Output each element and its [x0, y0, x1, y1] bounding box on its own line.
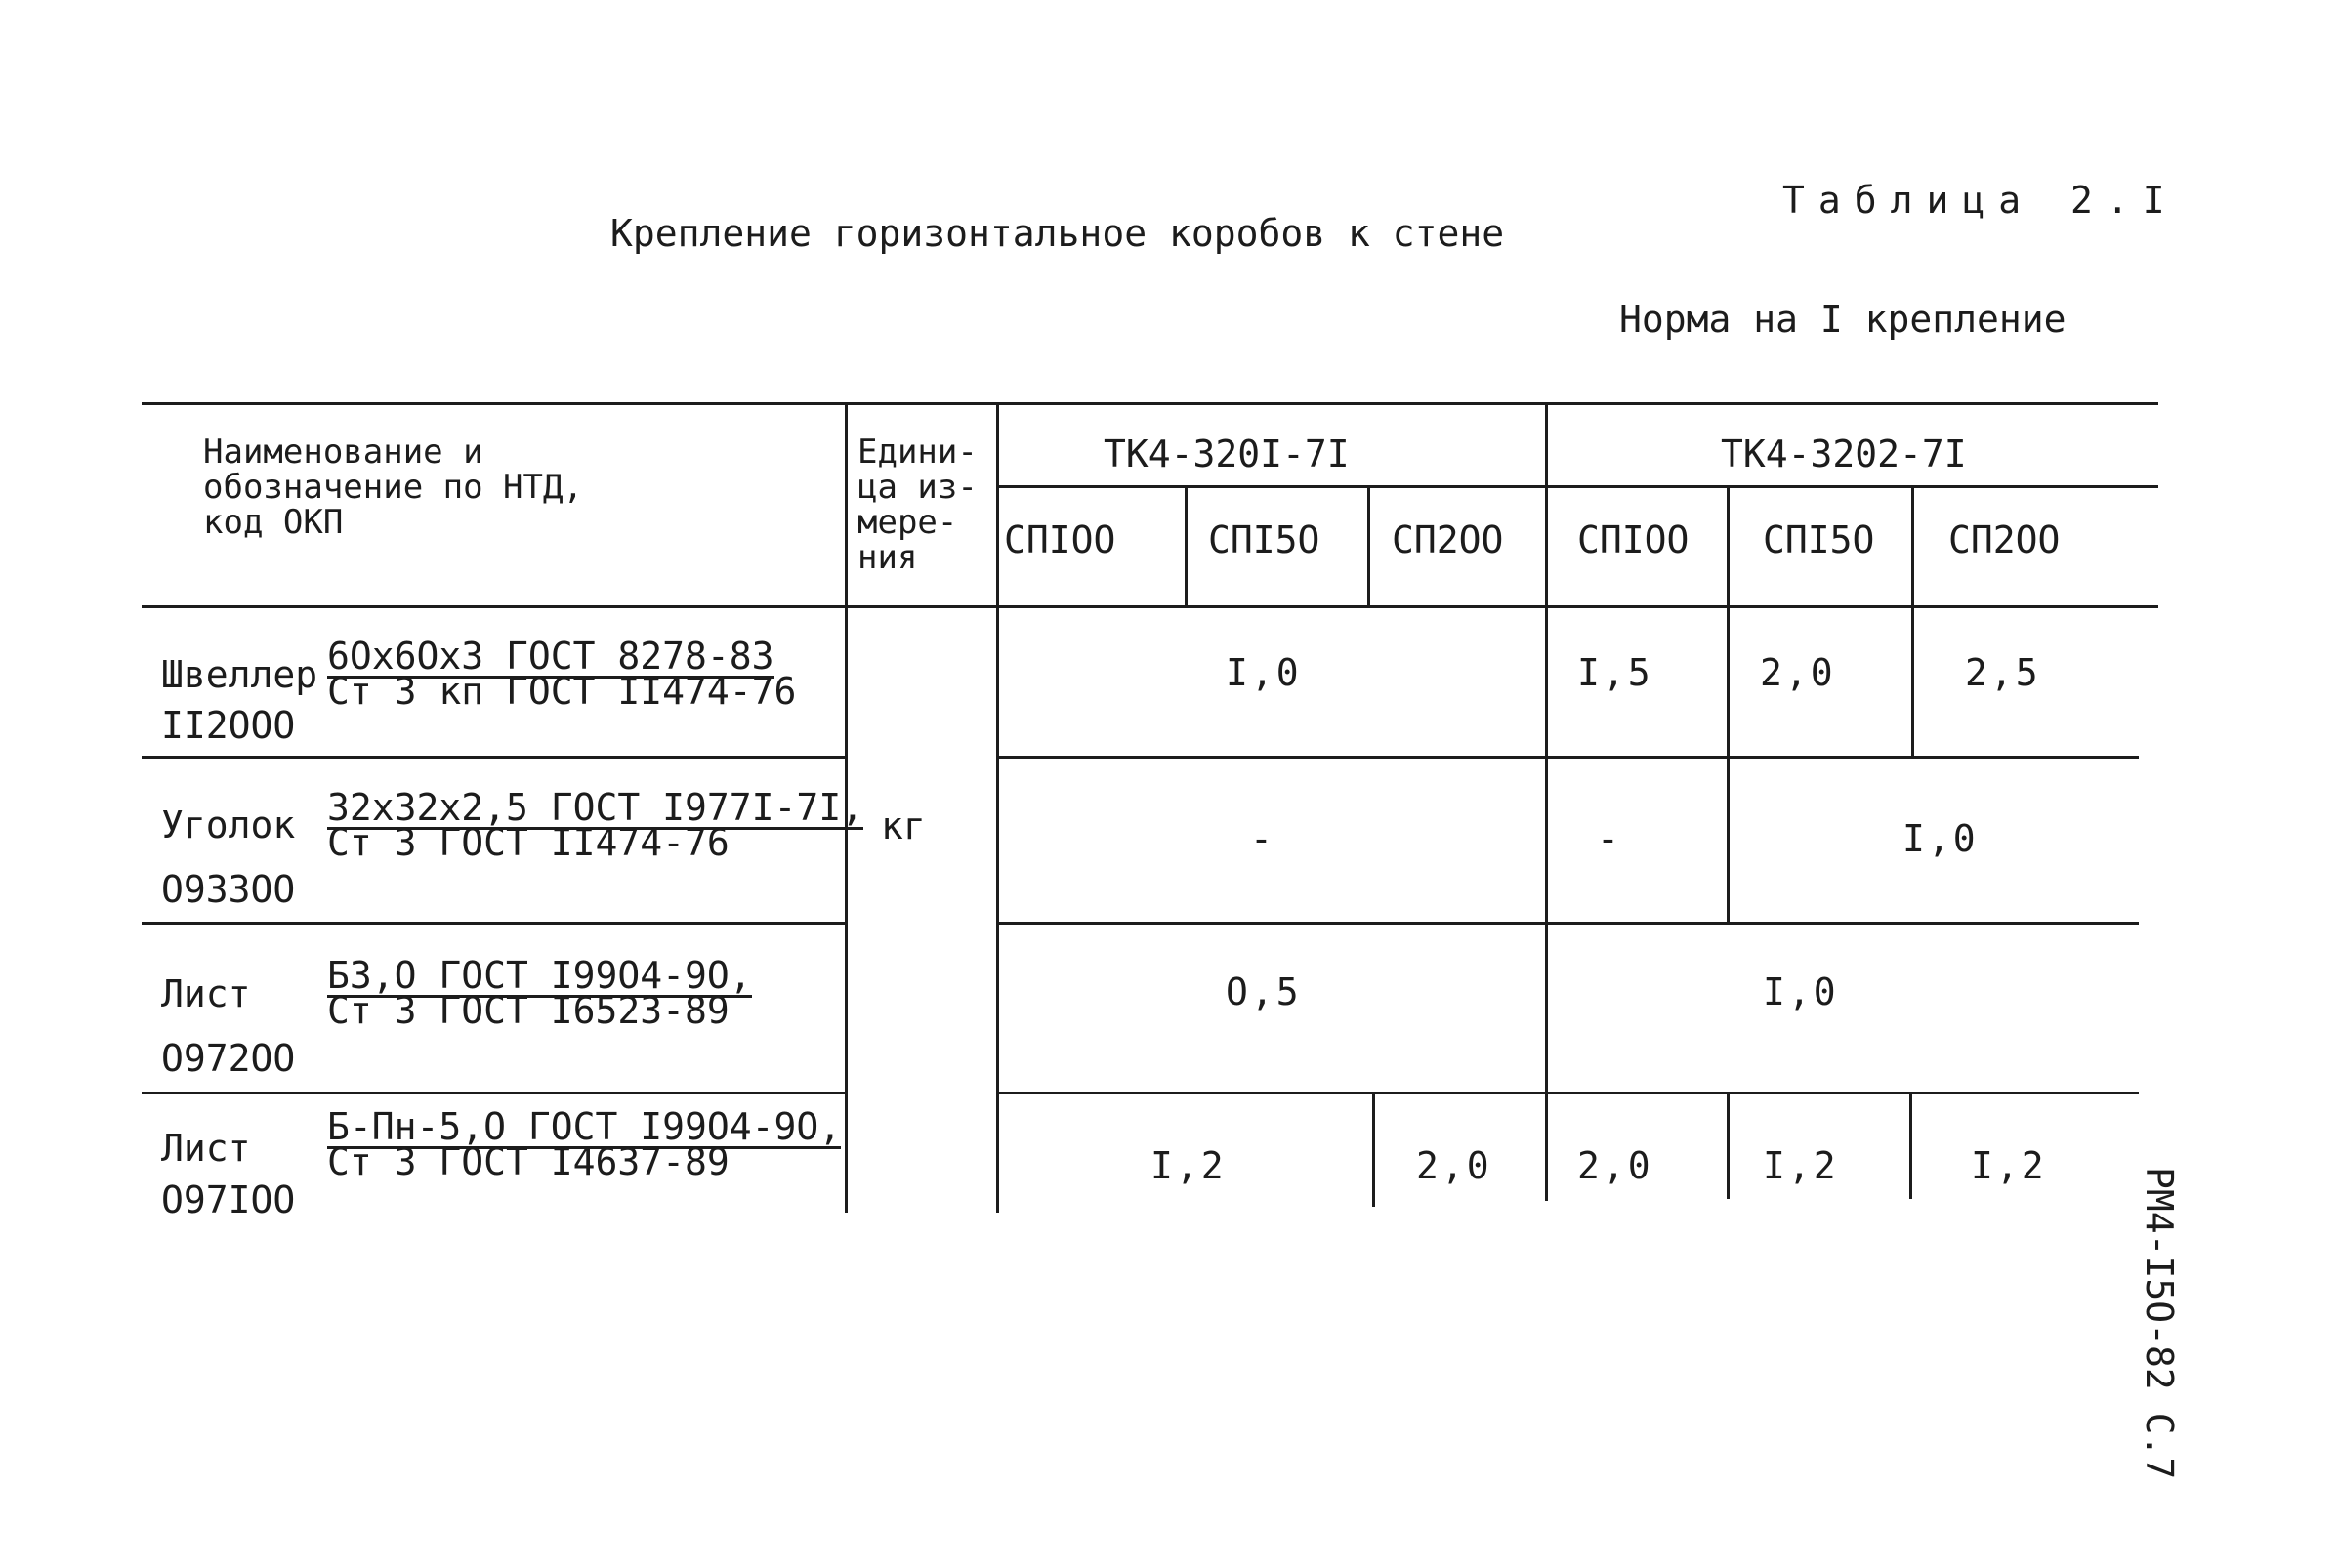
row1-spec-bottom: Ст 3 кп ГОСТ II474-76	[327, 670, 797, 713]
row1-bottom-rule-right	[996, 756, 2139, 759]
header-bottom-rule	[142, 605, 2158, 608]
sub2-3-rule	[1367, 485, 1370, 605]
header-name-line-2: обозначение по НТД,	[203, 468, 583, 507]
row3-bottom-rule-right	[996, 1092, 2139, 1094]
header-group-1: ТК4-320I-7I	[1104, 433, 1350, 475]
group-divider-rule	[1545, 402, 1548, 1201]
row1-col56-rule	[1911, 605, 1914, 756]
row3-value-g1: О,5	[1226, 970, 1302, 1013]
row3-spec-top: Б3,О ГОСТ I99О4-9О,	[327, 954, 752, 997]
row2-bottom-rule	[142, 922, 845, 925]
side-stamp: РМ4-I5О-82 С.7	[2138, 1167, 2181, 1480]
norm-note: Норма на I крепление	[1619, 298, 2067, 341]
row2-code: О933ОО	[161, 868, 296, 911]
sub4-5-rule	[1727, 485, 1730, 605]
row2-name: Уголок	[161, 804, 296, 846]
row3-value-g2: I,0	[1763, 970, 1839, 1013]
row4-col45-rule	[1727, 1092, 1730, 1199]
header-unit-line-4: ния	[857, 538, 918, 577]
row4-code: О97IОО	[161, 1178, 296, 1221]
row1-value-c4: I,5	[1577, 651, 1653, 694]
row4-value-c5: I,2	[1763, 1144, 1839, 1187]
row4-value-c12: I,2	[1150, 1144, 1227, 1187]
header-sub-6: СП2ОО	[1948, 518, 2061, 561]
header-sub-5: СПI5О	[1763, 518, 1875, 561]
row4-col56-rule	[1909, 1092, 1912, 1199]
row4-spec-bottom: Ст 3 ГОСТ I4637-89	[327, 1140, 730, 1183]
row1-col45-rule	[1727, 605, 1730, 756]
row4-col23-rule	[1372, 1092, 1375, 1207]
row1-bottom-rule	[142, 756, 845, 759]
sub1-2-rule	[1185, 485, 1188, 605]
unit-value: кг	[881, 805, 926, 847]
page-title: Крепление горизонтальное коробов к стене	[610, 212, 1505, 255]
row2-bottom-rule-right	[996, 922, 2139, 925]
row4-value-c4: 2,0	[1577, 1144, 1653, 1187]
table-label: Таблица 2.I	[1782, 179, 2179, 222]
header-name-line-1: Наименование и	[203, 433, 483, 472]
row4-name: Лист	[161, 1127, 251, 1170]
row2-spec-top: 32х32х2,5 ГОСТ I977I-7I,	[327, 786, 864, 829]
row4-spec-top: Б-Пн-5,О ГОСТ I99О4-9О,	[327, 1105, 842, 1148]
row3-code: О972ОО	[161, 1037, 296, 1080]
row1-spec-top: 6Ох6Ох3 ГОСТ 8278-83	[327, 635, 774, 678]
header-name-line-3: код ОКП	[203, 503, 344, 542]
row1-code: II2ООО	[161, 704, 296, 747]
header-group-rule	[996, 485, 2158, 488]
unit-col-right-rule	[996, 402, 999, 1213]
row3-spec-bottom: Ст 3 ГОСТ I6523-89	[327, 989, 730, 1032]
sub5-6-rule	[1911, 485, 1914, 605]
header-unit-line-3: мере-	[857, 503, 958, 542]
header-sub-4: СПIОО	[1577, 518, 1690, 561]
table-top-rule	[142, 402, 2158, 405]
row2-value-g1: -	[1250, 817, 1275, 860]
row4-value-c6: I,2	[1971, 1144, 2047, 1187]
row3-bottom-rule	[142, 1092, 845, 1094]
header-group-2: ТК4-3202-7I	[1721, 433, 1967, 475]
row2-spec-bottom: Ст 3 ГОСТ II474-76	[327, 821, 730, 864]
header-sub-1: СПIОО	[1004, 518, 1116, 561]
header-unit-line-1: Едини-	[857, 433, 978, 472]
row1-value-g1: I,0	[1226, 651, 1302, 694]
row2-value-c4: -	[1597, 817, 1622, 860]
row1-name: Швеллер	[161, 653, 318, 696]
row1-value-c6: 2,5	[1965, 651, 2041, 694]
header-sub-2: СПI5О	[1208, 518, 1320, 561]
row2-col45-rule	[1727, 756, 1730, 922]
row4-value-c3: 2,0	[1416, 1144, 1492, 1187]
header-sub-3: СП2ОО	[1392, 518, 1504, 561]
header-unit-line-2: ца из-	[857, 468, 978, 507]
row2-value-c56: I,0	[1902, 817, 1979, 860]
row3-name: Лист	[161, 972, 251, 1015]
row1-value-c5: 2,0	[1760, 651, 1836, 694]
